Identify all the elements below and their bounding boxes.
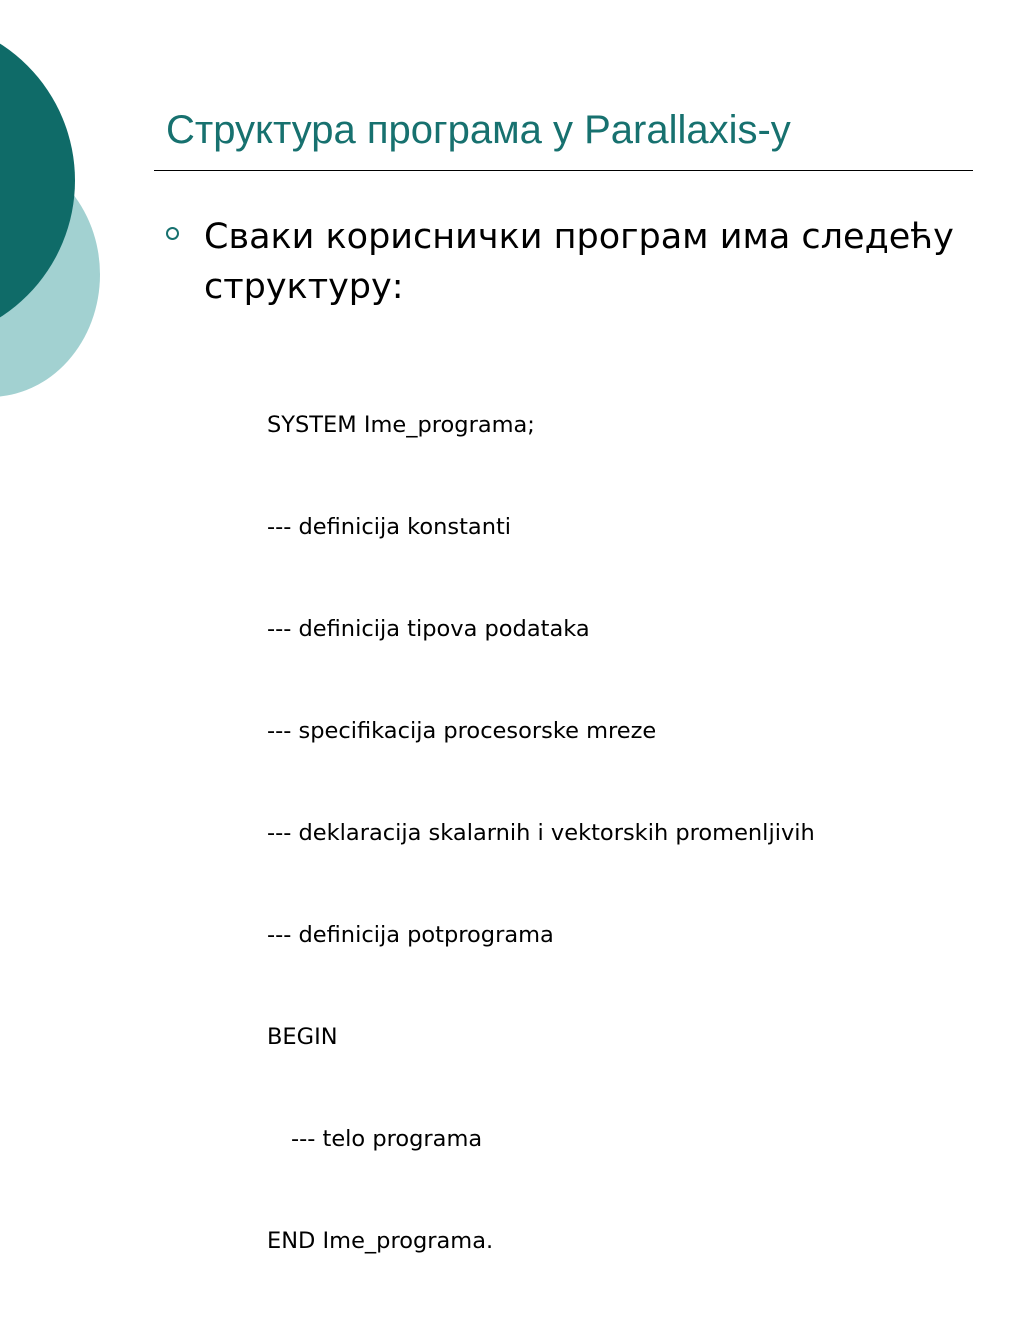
hollow-circle-bullet-icon [166,227,179,240]
bullet-text: Сваки кориснички програм има следећу структуру: [204,217,954,307]
code-line: END Ime_programa. [267,1228,494,1254]
code-line: --- telo programa [291,1126,483,1152]
code-line: --- definicija potprograma [267,922,554,948]
code-line: --- definicija tipova podataka [267,616,590,642]
code-line: --- deklaracija skalarnih i vektorskih promenljivih [267,820,815,846]
code-line: SYSTEM Ime_programa; [267,412,535,438]
code-line: --- definicija konstanti [267,514,512,540]
code-line: BEGIN [267,1024,338,1050]
code-line: --- specifikacija procesorske mreze [267,718,657,744]
title-divider [154,170,973,171]
slide-title: Структура програма у Parallaxis-у [166,108,791,152]
program-structure-code [267,340,815,1326]
